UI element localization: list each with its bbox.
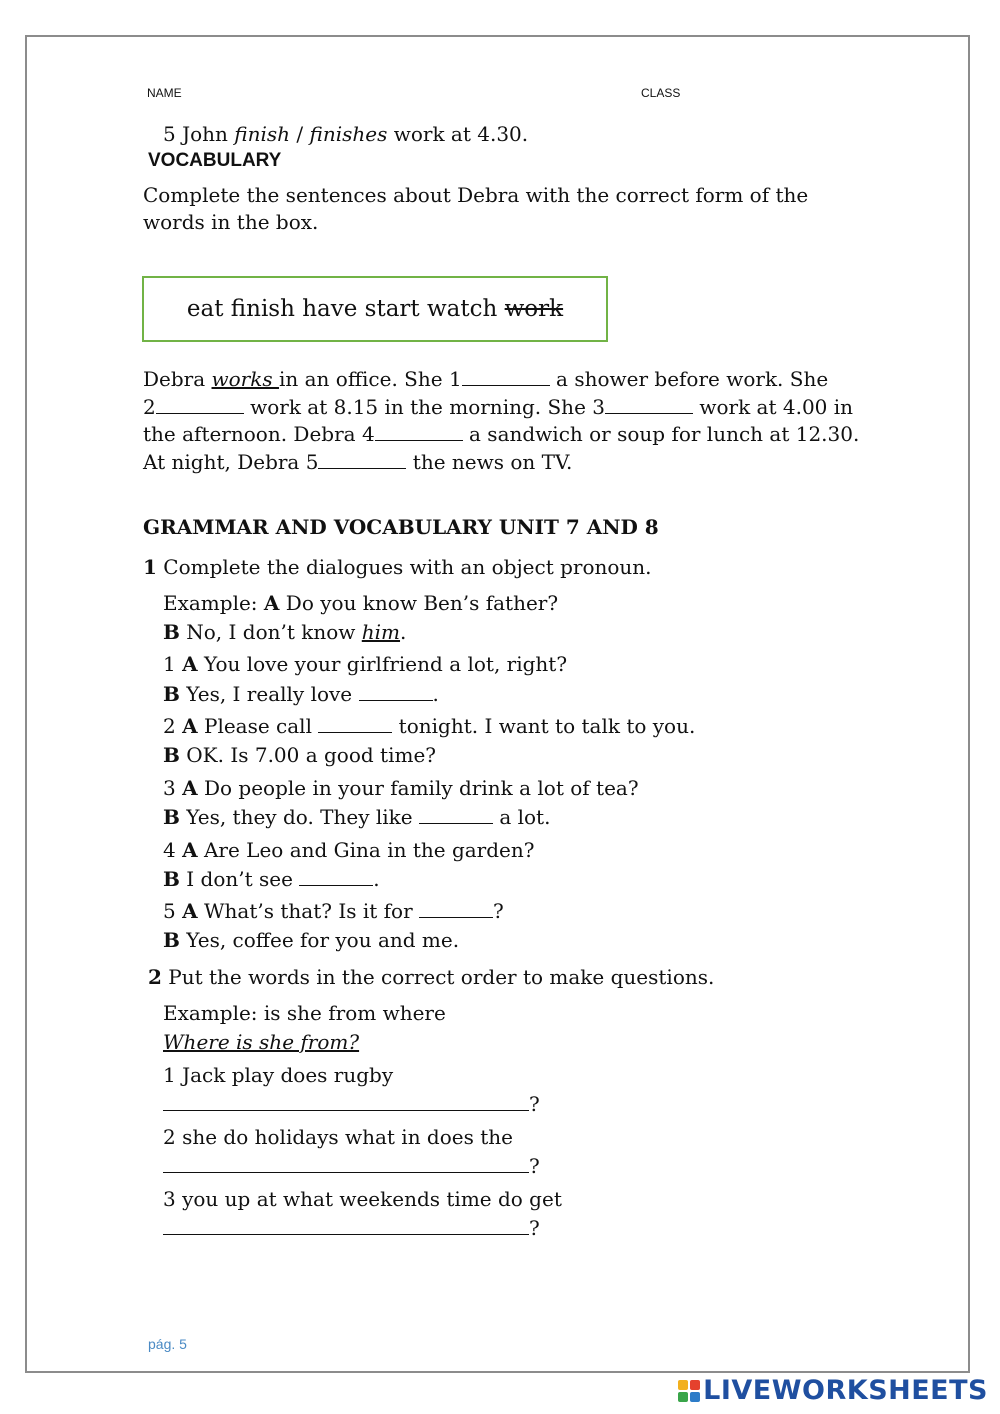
name-label: NAME <box>147 86 182 100</box>
word-box <box>142 276 608 342</box>
debra-paragraph: Debra works in an office. She 1 a shower before work. She 2 work at 8.15 in the morning. She 3 work at 4.00 in the afternoon. Debra 4 a sandwich or soup for lunch at 12.30. At night, Debra 5 the news on TV. <box>143 367 860 474</box>
pronoun-blank-5[interactable] <box>419 899 493 918</box>
question-1-words: 1 Jack play does rugby <box>163 1063 394 1087</box>
dialogue-2-a: 2 A Please call tonight. I want to talk to you. <box>163 714 696 738</box>
blank-4[interactable] <box>375 422 463 441</box>
blank-2[interactable] <box>156 395 244 414</box>
exercise1-example-b: B No, I don’t know him. <box>163 620 407 644</box>
word-box-words: eat finish have start watch <box>186 296 505 322</box>
dialogue-4-a: 4 A Are Leo and Gina in the garden? <box>163 838 535 862</box>
dialogue-4-b: B I don’t see . <box>163 867 380 891</box>
exercise2-instruction: 2 Put the words in the correct order to make questions. <box>148 965 715 989</box>
exercise1-instruction: 1 Complete the dialogues with an object pronoun. <box>143 555 652 579</box>
pronoun-blank-2[interactable] <box>318 714 392 733</box>
question-1-answer-line: ? <box>163 1090 540 1118</box>
vocabulary-heading: VOCABULARY <box>148 150 282 171</box>
liveworksheets-logo <box>678 1375 988 1406</box>
dialogue-1-a: 1 A You love your girlfriend a lot, right? <box>163 652 568 676</box>
blank-3[interactable] <box>605 395 693 414</box>
answer-line-2[interactable] <box>163 1154 529 1173</box>
pronoun-blank-3[interactable] <box>419 805 493 824</box>
question-3-answer-line: ? <box>163 1214 540 1242</box>
class-label: CLASS <box>641 86 681 100</box>
dialogue-1-b: B Yes, I really love . <box>163 682 439 706</box>
dialogue-3-b: B Yes, they do. They like a lot. <box>163 805 551 829</box>
blank-5[interactable] <box>318 450 406 469</box>
dialogue-5-a: 5 A What’s that? Is it for ? <box>163 899 504 923</box>
liveworksheets-logo-icon <box>678 1380 700 1402</box>
example-answer: works <box>211 367 279 391</box>
liveworksheets-brand: LIVEWORKSHEETS <box>703 1375 988 1406</box>
blank-1[interactable] <box>462 367 550 386</box>
vocabulary-instruction-line1: Complete the sentences about Debra with the correct form of the <box>143 183 809 207</box>
pronoun-blank-1[interactable] <box>359 682 433 701</box>
exercise2-example: Example: is she from where <box>163 1001 446 1025</box>
exercise2-example-answer: Where is she from? <box>163 1030 360 1054</box>
dialogue-5-b: B Yes, coffee for you and me. <box>163 928 460 952</box>
question-2-words: 2 she do holidays what in does the <box>163 1125 513 1149</box>
prev-exercise-item: 5 John finish / finishes work at 4.30. <box>163 122 529 146</box>
exercise1-example-a: Example: A Do you know Ben’s father? <box>163 591 559 615</box>
vocabulary-instruction-line2: words in the box. <box>143 210 319 234</box>
question-2-answer-line: ? <box>163 1152 540 1180</box>
page-number: pág. 5 <box>148 1336 187 1352</box>
answer-line-3[interactable] <box>163 1216 529 1235</box>
question-3-words: 3 you up at what weekends time do get <box>163 1187 562 1211</box>
pronoun-blank-4[interactable] <box>299 867 373 886</box>
dialogue-2-b: B OK. Is 7.00 a good time? <box>163 743 437 767</box>
answer-line-1[interactable] <box>163 1092 529 1111</box>
word-box-crossed-word: work <box>504 296 564 322</box>
grammar-heading: GRAMMAR AND VOCABULARY UNIT 7 AND 8 <box>143 515 659 539</box>
dialogue-3-a: 3 A Do people in your family drink a lot of tea? <box>163 776 639 800</box>
